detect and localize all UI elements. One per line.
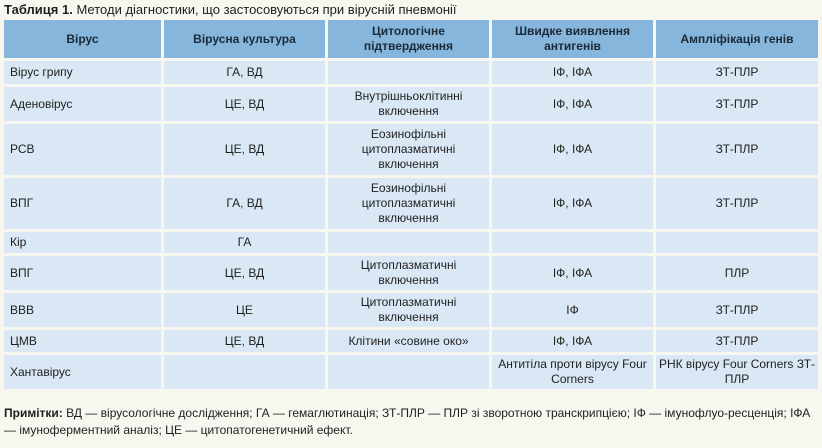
cell-virus: Хантавірус [4,355,164,392]
header-row [4,20,818,61]
cell-amplification: ЗТ-ПЛР [656,293,818,330]
cell-virus: РСВ [4,124,164,178]
cell-culture: ЦЕ, ВД [164,124,328,178]
cell-amplification: ЗТ-ПЛР [656,178,818,232]
table-row [4,87,818,124]
cell-cytology: Цитоплазматичні включення [328,293,492,330]
cell-virus: ЦМВ [4,330,164,355]
notes-label: Примітки: [4,406,63,420]
cell-antigen [492,232,656,256]
column-header-amplification: Ампліфікація генів [656,20,818,61]
table-row [4,256,818,293]
cell-antigen: ІФ, ІФА [492,178,656,232]
cell-culture [164,355,328,392]
table-row [4,355,818,392]
cell-culture: ЦЕ, ВД [164,330,328,355]
caption-text: Методи діагностики, що застосовуються при вірусній пневмонії [72,2,457,17]
column-header-culture: Вірусна культура [164,20,328,61]
column-header-antigen: Швидке виявлення антигенів [492,20,656,61]
cell-amplification [656,232,818,256]
cell-virus: Аденовірус [4,87,164,124]
cell-culture: ГА, ВД [164,178,328,232]
cell-virus: Вірус грипу [4,61,164,87]
cell-cytology: Еозинофільні цитоплазматичні включення [328,124,492,178]
cell-antigen: ІФ, ІФА [492,124,656,178]
diagnostics-table [4,20,818,392]
cell-virus: ВПГ [4,256,164,293]
cell-amplification: ПЛР [656,256,818,293]
cell-virus: ВПГ [4,178,164,232]
cell-cytology [328,355,492,392]
cell-antigen: ІФ, ІФА [492,61,656,87]
cell-culture: ЦЕ, ВД [164,87,328,124]
cell-cytology [328,232,492,256]
cell-amplification: РНК вірусу Four Corners ЗТ-ПЛР [656,355,818,392]
notes-text: ВД — вірусологічне дослідження; ГА — гемаглютинація; ЗТ-ПЛР — ПЛР зі зворотною транскрипцією; ІФ — імунофлуо-ресценція; ІФА — імуноферментний аналіз; ЦЕ — цитопатогенетичний ефект. [4,406,811,437]
cell-amplification: ЗТ-ПЛР [656,87,818,124]
cell-cytology [328,61,492,87]
cell-culture: ГА, ВД [164,61,328,87]
table-notes [4,405,818,439]
table-row [4,293,818,330]
cell-antigen: ІФ, ІФА [492,87,656,124]
column-header-virus: Вірус [4,20,164,61]
cell-amplification: ЗТ-ПЛР [656,124,818,178]
table-row [4,232,818,256]
cell-virus: ВВВ [4,293,164,330]
cell-culture: ГА [164,232,328,256]
cell-amplification: ЗТ-ПЛР [656,61,818,87]
cell-antigen: ІФ, ІФА [492,256,656,293]
column-header-cytology: Цитологічне підтвердження [328,20,492,61]
caption-label: Таблиця 1. [4,2,73,17]
cell-virus: Кір [4,232,164,256]
cell-cytology: Еозинофільні цитоплазматичні включення [328,178,492,232]
cell-cytology: Цитоплазматичні включення [328,256,492,293]
cell-cytology: Внутрішньоклітинні включення [328,87,492,124]
table-row [4,330,818,355]
cell-culture: ЦЕ [164,293,328,330]
table-row [4,124,818,178]
cell-culture: ЦЕ, ВД [164,256,328,293]
table-caption [4,2,457,18]
cell-antigen: ІФ, ІФА [492,330,656,355]
cell-amplification: ЗТ-ПЛР [656,330,818,355]
cell-antigen: Антитіла проти вірусу Four Corners [492,355,656,392]
cell-antigen: ІФ [492,293,656,330]
table-row [4,61,818,87]
table-row [4,178,818,232]
cell-cytology: Клітини «совине око» [328,330,492,355]
